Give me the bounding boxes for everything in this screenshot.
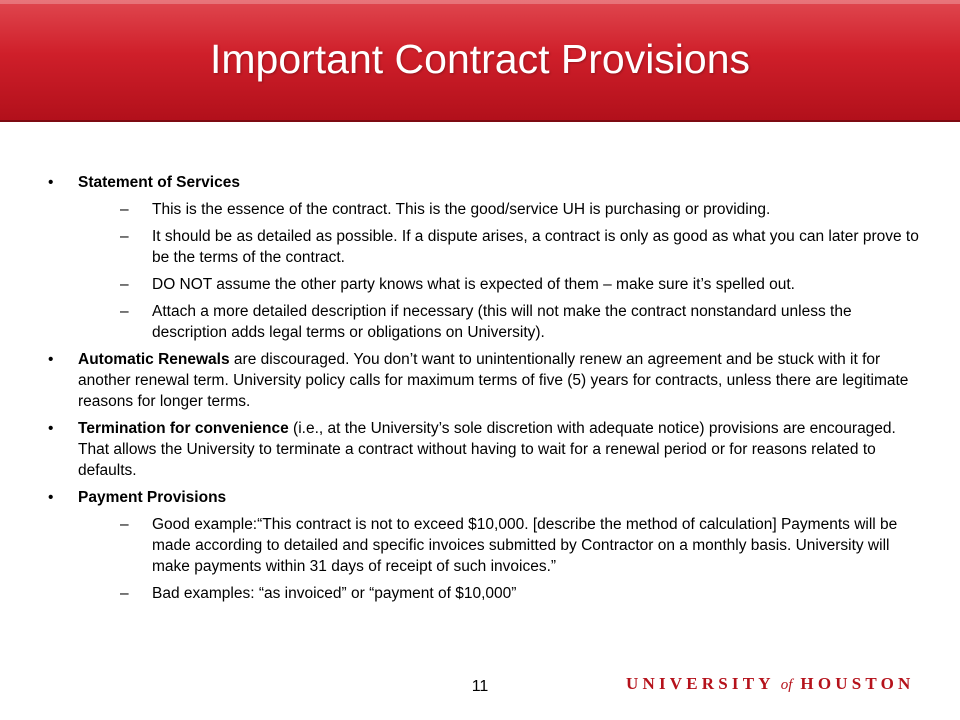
sub-item <box>78 301 926 343</box>
bullet-heading: Payment Provisions <box>78 489 227 506</box>
logo-word-houston: HOUSTON <box>800 674 915 693</box>
bullet-text: (i.e., at the University’s sole discretion with adequate notice) provisions are encouraged. That allows the University to terminate a contract without having to wait for a renewal period or for reasons related to defaults. <box>78 420 896 479</box>
sub-item-text: It should be as detailed as possible. If a dispute arises, a contract is only as good as what you can later prove to be the terms of the contract. <box>152 228 919 266</box>
bullet-heading: Termination for convenience <box>78 420 289 437</box>
bullet-heading: Statement of Services <box>78 174 240 191</box>
page-number: 11 <box>471 678 489 695</box>
dash-icon: – <box>120 303 129 320</box>
dash-icon: – <box>120 228 129 245</box>
bullet-termination-for-convenience <box>46 418 926 481</box>
sub-item <box>78 274 926 295</box>
bullet-dot-icon: • <box>48 351 54 368</box>
sub-item <box>78 583 926 604</box>
title-bar <box>0 0 960 122</box>
bullet-dot-icon: • <box>48 489 54 506</box>
sub-item-text: Good example:“This contract is not to exceed $10,000. [describe the method of calculation] Payments will be made according to detailed and specific invoices submitted by Contractor on a monthly basis. University will make payments within 31 days of receipt of such invoices.” <box>152 516 898 575</box>
sub-list <box>78 514 926 604</box>
sub-item-text: DO NOT assume the other party knows what is expected of them – make sure it’s spelled out. <box>152 276 795 293</box>
dash-icon: – <box>120 516 129 533</box>
university-of-houston-logo <box>626 674 915 694</box>
bullet-dot-icon: • <box>48 420 54 437</box>
slide-content <box>46 172 926 610</box>
sub-item <box>78 199 926 220</box>
title-bar-highlight <box>0 0 960 4</box>
bullet-heading: Automatic Renewals <box>78 351 230 368</box>
bullet-statement-of-services <box>46 172 926 343</box>
sub-item <box>78 226 926 268</box>
sub-list <box>78 199 926 343</box>
bullet-text: are discouraged. You don’t want to unintentionally renew an agreement and be stuck with it for another renewal term. University policy calls for maximum terms of five (5) years for contracts, unless there are legitimate reasons for longer terms. <box>78 351 909 410</box>
bullet-dot-icon: • <box>48 174 54 191</box>
bullet-automatic-renewals <box>46 349 926 412</box>
bullet-payment-provisions <box>46 487 926 604</box>
dash-icon: – <box>120 201 129 218</box>
sub-item <box>78 514 926 577</box>
logo-word-of: of <box>780 677 793 693</box>
sub-item-text: Attach a more detailed description if necessary (this will not make the contract nonstandard unless the description adds legal terms or obligations on University). <box>152 303 852 341</box>
dash-icon: – <box>120 276 129 293</box>
slide-title: Important Contract Provisions <box>209 36 751 82</box>
logo-word-university: UNIVERSITY <box>626 674 775 693</box>
dash-icon: – <box>120 585 129 602</box>
sub-item-text: This is the essence of the contract. This is the good/service UH is purchasing or providing. <box>152 201 771 218</box>
sub-item-text: Bad examples: “as invoiced” or “payment of $10,000” <box>152 585 517 602</box>
